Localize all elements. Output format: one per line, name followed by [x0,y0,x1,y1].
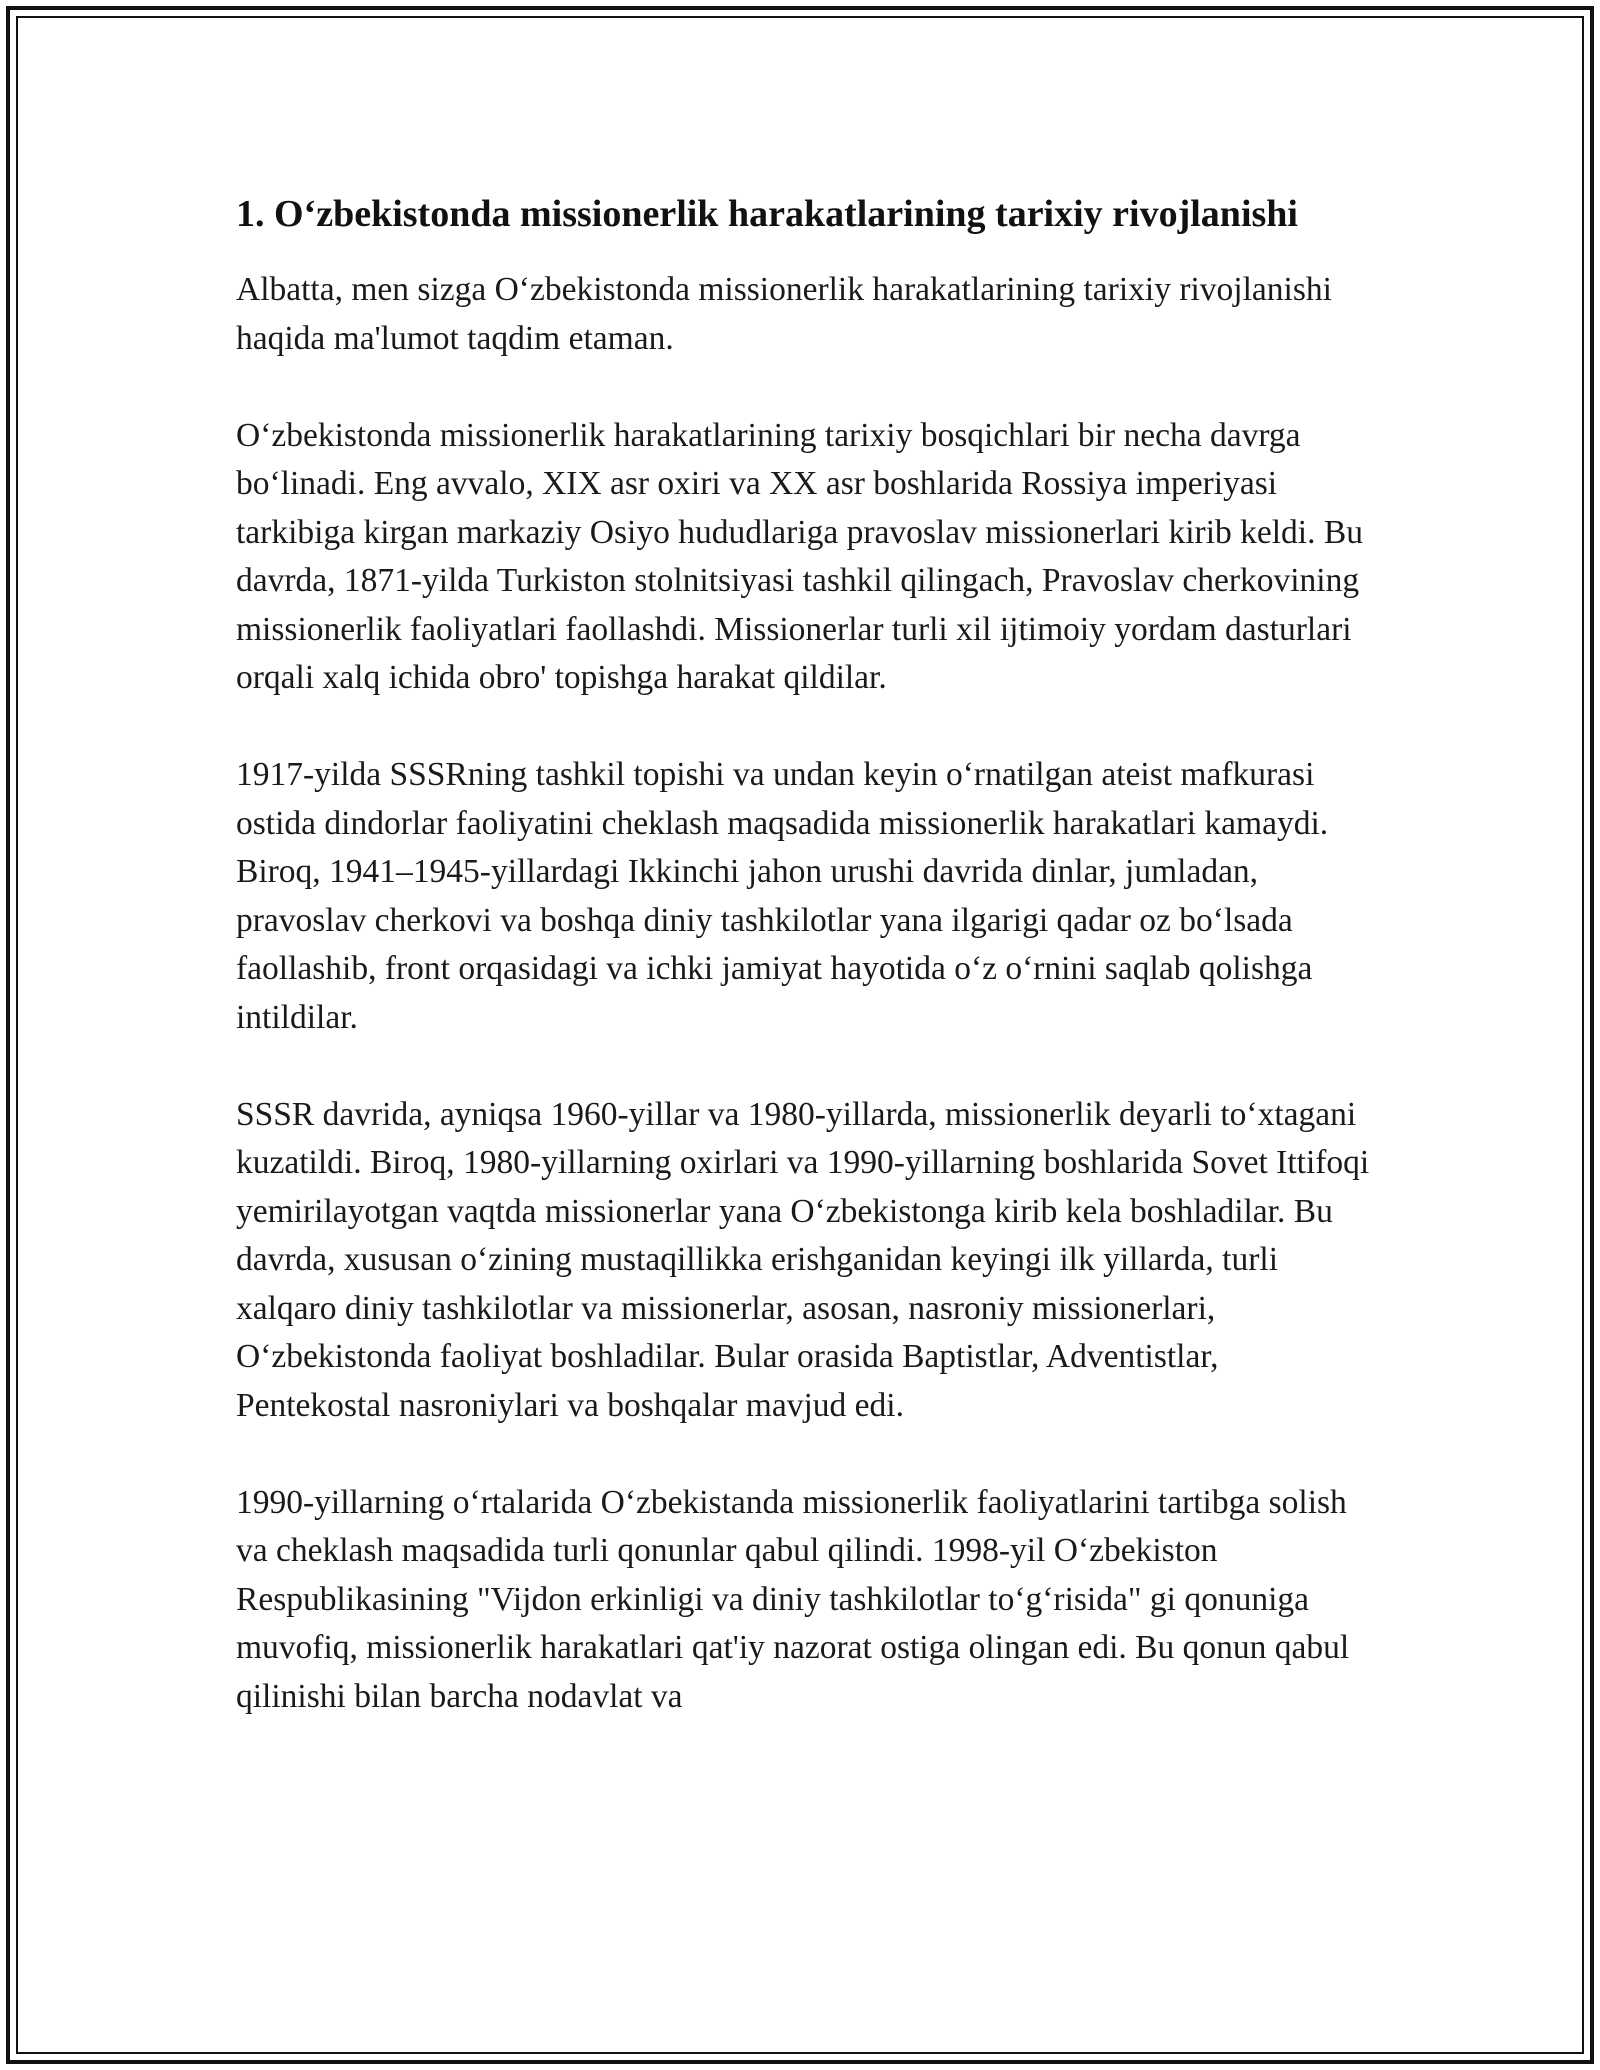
paragraph-intro: Albatta, men sizga O‘zbekistonda missionerlik harakatlarining tarixiy rivojlanishi haqida ma'lumot taqdim etaman. [236,271,1332,357]
paragraph-legislation: 1990-yillarning o‘rtalarida O‘zbekistanda missionerlik faoliyatlarini tartibga solish va cheklash maqsadida turli qonunlar qabul qilindi. 1998-yil O‘zbekiston Respublikasining "Vijdon erkinligi va diniy tashkilotlar to‘g‘risida" gi qonuniga muvofiq, missionerlik harakatlari qat'iy nazorat ostiga olingan edi. Bu qonun qabul qilinishi bilan barcha nodavlat va [236,1483,1350,1715]
document-body [236,186,1376,1770]
paragraph-early-history: O‘zbekistonda missionerlik harakatlarining tarixiy bosqichlari bir necha davrga bo‘linadi. Eng avvalo, XIX asr oxiri va XX asr boshlarida Rossiya imperiyasi tarkibiga kirgan markaziy Osiyo hududlariga pravoslav missionerlari kirib keldi. Bu davrda, 1871-yilda Turkiston stolnitsiyasi tashkil qilingach, Pravoslav cherkovining missionerlik faoliyatlari faollashdi. Missionerlar turli xil ijtimoiy yordam dasturlari orqali xalq ichida obro' topishga harakat qildilar. [236,416,1363,696]
paragraph-late-soviet: SSSR davrida, ayniqsa 1960-yillar va 1980-yillarda, missionerlik deyarli to‘xtagani kuzatildi. Biroq, 1980-yillarning oxirlari va 1990-yillarning boshlarida Sovet Ittifoqi yemirilayotgan vaqtda missionerlar yana O‘zbekistonga kirib kela boshladilar. Bu davrda, xususan o‘zining mustaqillikka erishganidan keyingi ilk yillarda, turli xalqaro diniy tashkilotlar va missionerlar, asosan, nasroniy missionerlari, O‘zbekistonda faoliyat boshladilar. Bular orasida Baptistlar, Adventistlar, Pentekostal nasroniylari va boshqalar mavjud edi. [236,1095,1370,1424]
section-heading: 1. O‘zbekistonda missionerlik harakatlarining tarixiy rivojlanishi [236,193,1298,235]
paragraph-soviet-era: 1917-yilda SSSRning tashkil topishi va undan keyin o‘rnatilgan ateist mafkurasi ostida dindorlar faoliyatini cheklash maqsadida missionerlik harakatlari kamaydi. Biroq, 1941–1945-yillardagi Ikkinchi jahon urushi davrida dinlar, jumladan, pravoslav cherkovi va boshqa diniy tashkilotlar yana ilgarigi qadar oz bo‘lsada faollashib, front orqasidagi va ichki jamiyat hayotida o‘z o‘rnini saqlab qolishga intildilar. [236,756,1329,1036]
